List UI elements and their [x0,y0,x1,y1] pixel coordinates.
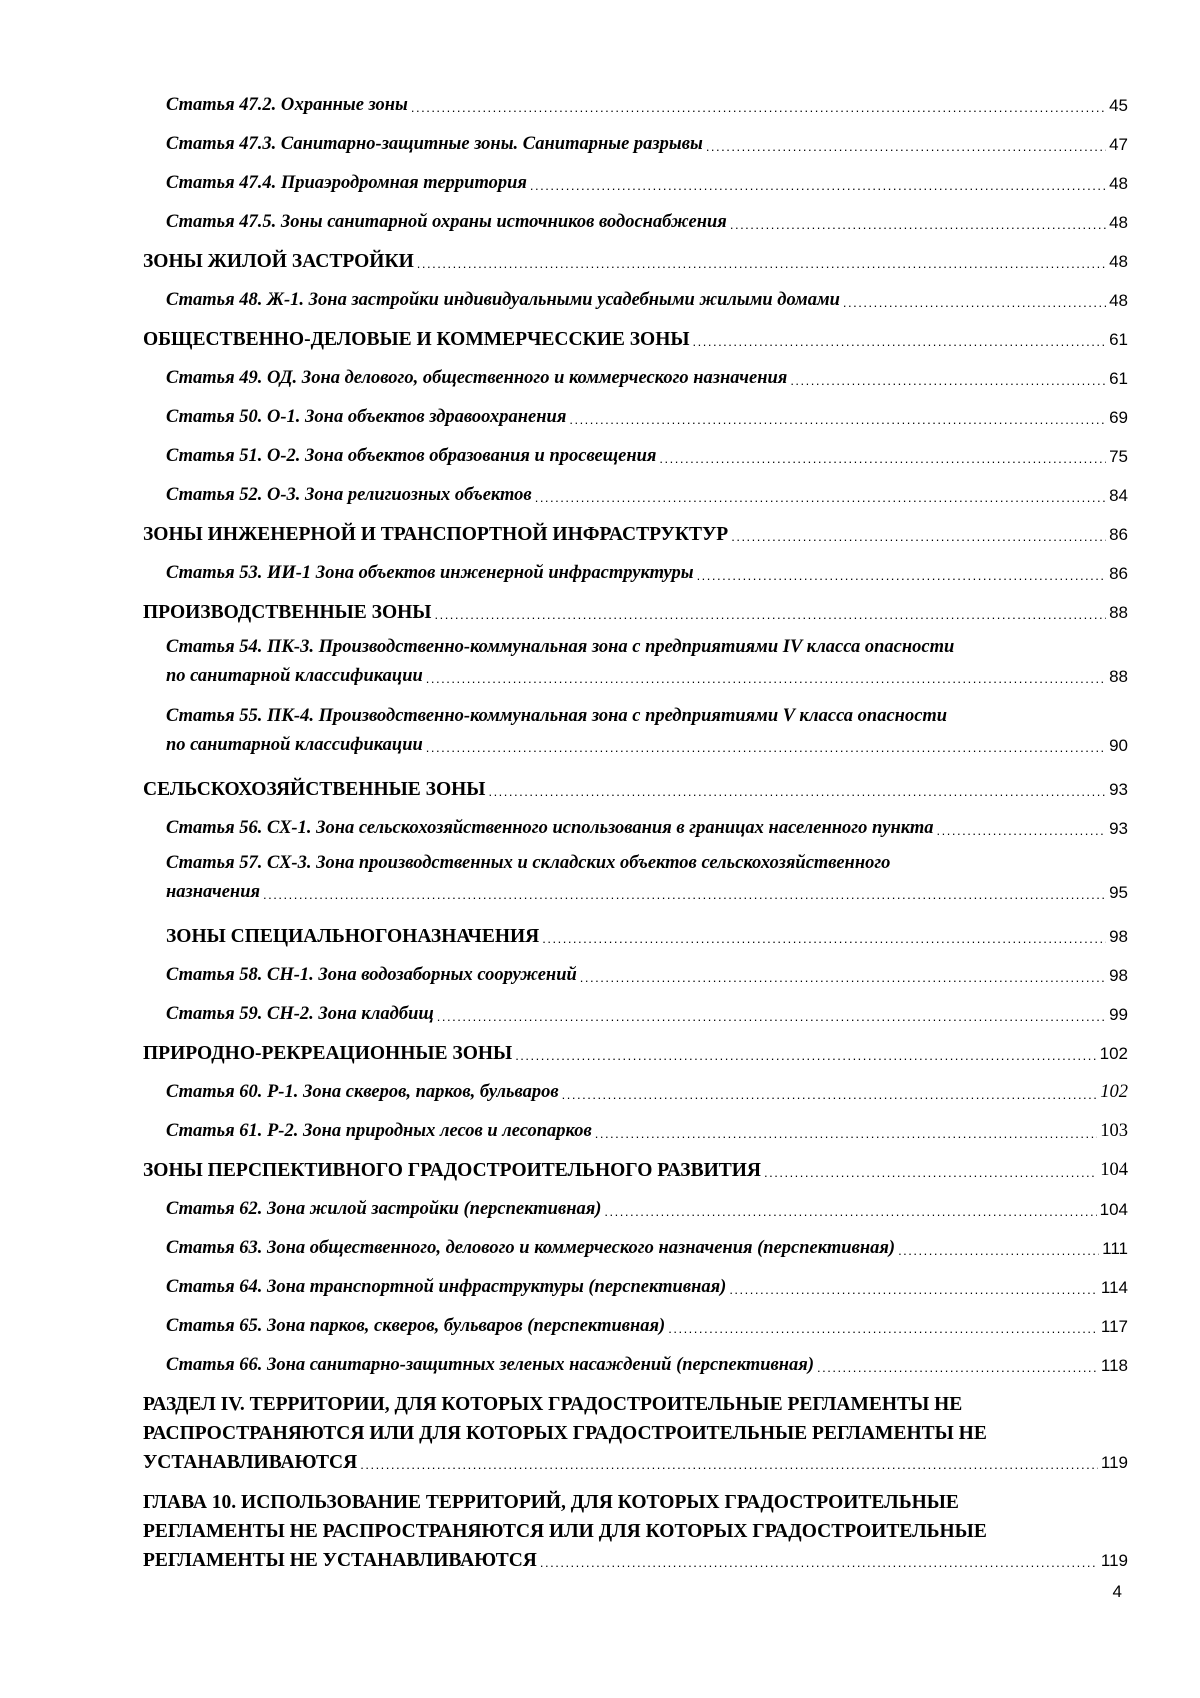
toc-article-entry[interactable] [143,627,1128,696]
dot-leader [540,1551,1098,1575]
toc-article-entry[interactable] [143,1068,1128,1107]
dot-leader [434,603,1106,627]
toc-page-number: 90 [1109,736,1128,755]
toc-entry-title: ЗОНЫ ЖИЛОЙ ЗАСТРОЙКИ [143,251,414,272]
toc-page-number: 48 [1109,174,1128,193]
toc-section-entry[interactable] [143,1478,1128,1576]
toc-page-number: 48 [1109,252,1128,271]
toc-entry-title: ЗОНЫ СПЕЦИАЛЬНОГОНАЗНАЧЕНИЯ [166,926,540,947]
toc-entry-title: по санитарной классификации [166,735,423,755]
toc-entry-title: Статья 47.4. Приаэродромная территория [166,173,527,193]
toc-entry-title-line: РЕГЛАМЕНТЫ НЕ РАСПРОСТРАНЯЮТСЯ ИЛИ ДЛЯ КОТОРЫХ ГРАДОСТРОИТЕЛЬНЫЕ [143,1521,987,1542]
toc-entry-title: Статья 50. О-1. Зона объектов здравоохранения [166,407,567,427]
dot-leader [535,486,1106,510]
dot-leader [426,736,1106,760]
dot-leader [562,1083,1098,1107]
toc-entry-title: Статья 52. О-3. Зона религиозных объектов [166,485,532,505]
toc-section-entry[interactable] [143,765,1128,804]
toc-entry-title: СЕЛЬСКОХОЗЯЙСТВЕННЫЕ ЗОНЫ [143,779,486,800]
dot-leader [817,1356,1098,1380]
toc-page-number: 104 [1100,1160,1128,1180]
toc-entry-title: ОБЩЕСТВЕННО-ДЕЛОВЫЕ И КОММЕРЧЕССКИЕ ЗОНЫ [143,329,690,350]
toc-page-number: 48 [1109,213,1128,232]
toc-article-entry[interactable] [143,81,1128,120]
toc-page-number: 117 [1100,1317,1128,1336]
toc-entry-title-line: ГЛАВА 10. ИСПОЛЬЗОВАНИЕ ТЕРРИТОРИЙ, ДЛЯ КОТОРЫХ ГРАДОСТРОИТЕЛЬНЫЕ [143,1492,959,1513]
dot-leader [604,1200,1096,1224]
toc-page-number: 86 [1109,525,1128,544]
toc-section-entry[interactable] [143,1146,1128,1185]
toc-entry-title: РЕГЛАМЕНТЫ НЕ УСТАНАВЛИВАЮТСЯ [143,1550,537,1571]
toc-entry-title-line: Статья 54. ПК-3. Производственно-коммунальная зона с предприятиями IV класса опасности [166,637,955,657]
toc-entry-title: Статья 63. Зона общественного, делового и коммерческого назначения (перспективная) [166,1238,896,1258]
toc-article-entry[interactable] [143,159,1128,198]
toc-article-entry[interactable] [143,951,1128,990]
toc-page-number: 88 [1109,667,1128,686]
toc-page-number: 61 [1109,330,1128,349]
toc-article-entry[interactable] [143,1185,1128,1224]
toc-page-number: 75 [1109,447,1128,466]
toc-page-number: 93 [1109,819,1128,838]
toc-entry-title: Статья 62. Зона жилой застройки (перспективная) [166,1199,602,1219]
dot-leader [706,135,1106,159]
toc-article-entry[interactable] [143,393,1128,432]
toc-page-number: 88 [1109,603,1128,622]
dot-leader [488,780,1106,804]
toc-article-entry[interactable] [143,804,1128,843]
toc-page-number: 102 [1100,1082,1128,1102]
dot-leader [595,1122,1098,1146]
toc-page-number: 93 [1109,780,1128,799]
dot-leader [659,447,1106,471]
toc-section-entry[interactable] [143,1029,1128,1068]
toc-entry-title: Статья 65. Зона парков, скверов, бульваров (перспективная) [166,1316,666,1336]
dot-leader [542,927,1106,951]
toc-section-entry[interactable] [143,912,1128,951]
dot-leader [764,1161,1097,1185]
toc-entry-title: Статья 47.5. Зоны санитарной охраны источников водоснабжения [166,212,727,232]
dot-leader [426,667,1106,691]
dot-leader [417,252,1106,276]
toc-article-entry[interactable] [143,1341,1128,1380]
toc-article-entry[interactable] [143,1302,1128,1341]
dot-leader [411,96,1106,120]
table-of-contents [143,81,1128,1576]
toc-entry-title: Статья 53. ИИ-1 Зона объектов инженерной инфраструктуры [166,563,694,583]
toc-page-number: 98 [1109,966,1128,985]
toc-article-entry[interactable] [143,549,1128,588]
toc-article-entry[interactable] [143,1107,1128,1146]
toc-entry-title: ПРОИЗВОДСТВЕННЫЕ ЗОНЫ [143,602,432,623]
toc-article-entry[interactable] [143,990,1128,1029]
toc-entry-title: ПРИРОДНО-РЕКРЕАЦИОННЫЕ ЗОНЫ [143,1043,513,1064]
toc-page-number: 119 [1100,1453,1128,1472]
toc-entry-title: назначения [166,882,261,902]
dot-leader [697,564,1107,588]
toc-entry-title: Статья 56. СХ-1. Зона сельскохозяйственного использования в границах населенного пункта [166,818,934,838]
toc-article-entry[interactable] [143,471,1128,510]
dot-leader [730,213,1106,237]
toc-section-entry[interactable] [143,237,1128,276]
toc-page-number: 95 [1109,883,1128,902]
dot-leader [729,1278,1098,1302]
toc-entry-title-line: РАСПРОСТРАНЯЮТСЯ ИЛИ ДЛЯ КОТОРЫХ ГРАДОСТРОИТЕЛЬНЫЕ РЕГЛАМЕНТЫ НЕ [143,1423,987,1444]
toc-entry-title: Статья 59. СН-2. Зона кладбищ [166,1004,434,1024]
dot-leader [530,174,1106,198]
dot-leader [731,525,1106,549]
toc-section-entry[interactable] [143,510,1128,549]
toc-entry-title: Статья 66. Зона санитарно-защитных зеленых насаждений (перспективная) [166,1355,814,1375]
dot-leader [937,819,1107,843]
toc-entry-title-line: Статья 55. ПК-4. Производственно-коммунальная зона с предприятиями V класса опасности [166,706,948,726]
toc-page-number: 99 [1109,1005,1128,1024]
page-number: 4 [1112,1582,1122,1601]
toc-page-number: 45 [1109,96,1128,115]
toc-page-number: 119 [1100,1551,1128,1570]
dot-leader [580,966,1106,990]
toc-page-number: 61 [1109,369,1128,388]
toc-entry-title-line: Статья 57. СХ-3. Зона производственных и складских объектов сельскохозяйственного [166,853,891,873]
toc-article-entry[interactable] [143,120,1128,159]
toc-page-number: 48 [1109,291,1128,310]
toc-article-entry[interactable] [143,1224,1128,1263]
dot-leader [515,1044,1096,1068]
toc-page-number: 86 [1109,564,1128,583]
toc-page-number: 114 [1100,1278,1128,1297]
toc-entry-title: по санитарной классификации [166,666,423,686]
toc-page-number: 104 [1099,1200,1128,1219]
toc-entry-title: Статья 51. О-2. Зона объектов образования и просвещения [166,446,657,466]
dot-leader [437,1005,1106,1029]
toc-page-number: 111 [1102,1239,1128,1258]
toc-entry-title: Статья 47.2. Охранные зоны [166,95,408,115]
toc-page-number: 47 [1109,135,1128,154]
dot-leader [263,883,1106,907]
toc-entry-title: Статья 48. Ж-1. Зона застройки индивидуальными усадебными жилыми домами [166,290,840,310]
toc-page-number: 118 [1100,1356,1128,1375]
toc-page-number: 84 [1109,486,1128,505]
toc-section-entry[interactable] [143,315,1128,354]
toc-article-entry[interactable] [143,843,1128,912]
toc-article-entry[interactable] [143,1263,1128,1302]
toc-entry-title: ЗОНЫ ПЕРСПЕКТИВНОГО ГРАДОСТРОИТЕЛЬНОГО РАЗВИТИЯ [143,1160,762,1181]
toc-article-entry[interactable] [143,276,1128,315]
toc-entry-title: УСТАНАВЛИВАЮТСЯ [143,1452,358,1473]
toc-page-number: 102 [1099,1044,1128,1063]
dot-leader [843,291,1106,315]
dot-leader [693,330,1107,354]
toc-entry-title: ЗОНЫ ИНЖЕНЕРНОЙ И ТРАНСПОРТНОЙ ИНФРАСТРУКТУР [143,524,729,545]
toc-article-entry[interactable] [143,432,1128,471]
toc-entry-title: Статья 60. Р-1. Зона скверов, парков, бульваров [166,1082,559,1102]
dot-leader [360,1453,1098,1477]
dot-leader [790,369,1106,393]
toc-page-number: 98 [1109,927,1128,946]
toc-article-entry[interactable] [143,354,1128,393]
dot-leader [898,1239,1099,1263]
toc-section-entry[interactable] [143,1380,1128,1478]
toc-entry-title: Статья 64. Зона транспортной инфраструктуры (перспективная) [166,1277,727,1297]
toc-entry-title: Статья 61. Р-2. Зона природных лесов и лесопарков [166,1121,592,1141]
toc-page-number: 103 [1100,1121,1128,1141]
toc-section-entry[interactable] [143,588,1128,627]
toc-entry-title: Статья 49. ОД. Зона делового, общественного и коммерческого назначения [166,368,788,388]
toc-article-entry[interactable] [143,198,1128,237]
toc-entry-title-line: РАЗДЕЛ IV. ТЕРРИТОРИИ, ДЛЯ КОТОРЫХ ГРАДОСТРОИТЕЛЬНЫЕ РЕГЛАМЕНТЫ НЕ [143,1394,963,1415]
dot-leader [668,1317,1098,1341]
toc-entry-title: Статья 47.3. Санитарно-защитные зоны. Санитарные разрывы [166,134,703,154]
toc-entry-title: Статья 58. СН-1. Зона водозаборных сооружений [166,965,577,985]
dot-leader [569,408,1106,432]
toc-article-entry[interactable] [143,696,1128,765]
toc-page-number: 69 [1109,408,1128,427]
